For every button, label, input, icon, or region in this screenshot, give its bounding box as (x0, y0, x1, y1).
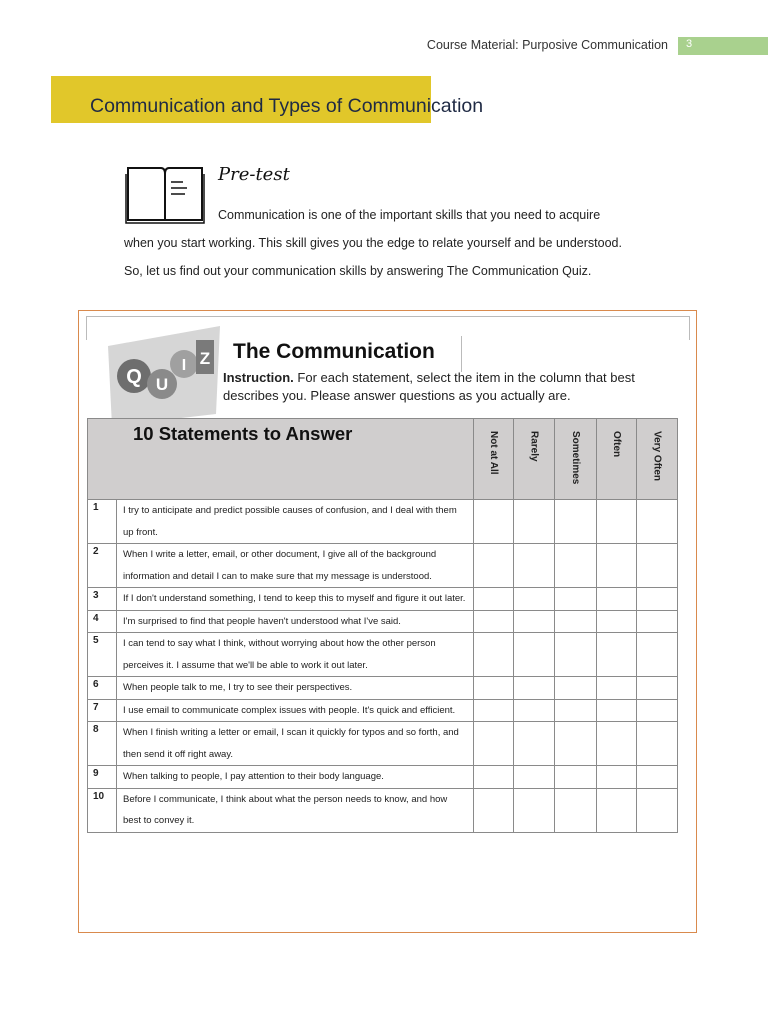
answer-cell-rarely[interactable] (514, 544, 555, 588)
section-title: Communication and Types of Communication (90, 95, 484, 117)
answer-cell-rarely[interactable] (514, 610, 555, 633)
answer-cell-rarely[interactable] (514, 677, 555, 700)
option-header-often: Often (597, 419, 637, 500)
answer-cell-rarely[interactable] (514, 588, 555, 611)
statement-number: 1 (88, 500, 117, 544)
answer-cell-rarely[interactable] (514, 500, 555, 544)
table-row (88, 500, 678, 544)
option-header-not-at-all: Not at All (474, 419, 514, 500)
instruction-label: Instruction. (223, 370, 294, 385)
statement-text: When talking to people, I pay attention to their body language. (117, 766, 474, 789)
answer-cell-not-at-all[interactable] (474, 722, 514, 766)
answer-cell-very-often[interactable] (637, 677, 678, 700)
answer-cell-rarely[interactable] (514, 788, 555, 832)
answer-cell-very-often[interactable] (637, 544, 678, 588)
answer-cell-sometimes[interactable] (555, 699, 597, 722)
option-header-very-often: Very Often (637, 419, 678, 500)
header-course-title: Course Material: Purposive Communication (426, 38, 668, 52)
answer-cell-often[interactable] (597, 544, 637, 588)
table-row (88, 677, 678, 700)
answer-cell-sometimes[interactable] (555, 633, 597, 677)
answer-cell-not-at-all[interactable] (474, 544, 514, 588)
table-row (88, 633, 678, 677)
answer-cell-very-often[interactable] (637, 722, 678, 766)
answer-cell-rarely[interactable] (514, 766, 555, 789)
answer-cell-not-at-all[interactable] (474, 699, 514, 722)
answer-cell-very-often[interactable] (637, 788, 678, 832)
intro-line-3: So, let us find out your communication skills by answering The Communication Quiz. (124, 264, 592, 278)
intro-line-2: when you start working. This skill gives you the edge to relate yourself and be understood. (124, 236, 622, 250)
answer-cell-very-often[interactable] (637, 699, 678, 722)
statement-number: 7 (88, 699, 117, 722)
statement-number: 10 (88, 788, 117, 832)
intro-line-1: Communication is one of the important skills that you need to acquire (218, 208, 601, 222)
quiz-title-divider (461, 336, 462, 372)
page-number: 3 (686, 38, 693, 50)
answer-cell-often[interactable] (597, 699, 637, 722)
statement-text: I use email to communicate complex issues with people. It's quick and efficient. (117, 699, 474, 722)
answer-cell-often[interactable] (597, 788, 637, 832)
answer-cell-sometimes[interactable] (555, 588, 597, 611)
statement-number: 8 (88, 722, 117, 766)
statement-text: If I don't understand something, I tend to keep this to myself and figure it out later. (117, 588, 474, 611)
answer-cell-rarely[interactable] (514, 633, 555, 677)
table-row (88, 788, 678, 832)
answer-cell-not-at-all[interactable] (474, 610, 514, 633)
quiz-table-body (88, 500, 678, 833)
statement-text: I can tend to say what I think, without worrying about how the other person perceives it. I assume that we'll be able to work it out later. (117, 633, 474, 677)
option-header-sometimes: Sometimes (555, 419, 597, 500)
answer-cell-sometimes[interactable] (555, 677, 597, 700)
answer-cell-not-at-all[interactable] (474, 588, 514, 611)
answer-cell-not-at-all[interactable] (474, 788, 514, 832)
quiz-instruction (223, 369, 643, 405)
statement-number: 6 (88, 677, 117, 700)
table-row (88, 722, 678, 766)
answer-cell-very-often[interactable] (637, 766, 678, 789)
answer-cell-sometimes[interactable] (555, 500, 597, 544)
answer-cell-rarely[interactable] (514, 699, 555, 722)
table-row (88, 544, 678, 588)
answer-cell-sometimes[interactable] (555, 544, 597, 588)
answer-cell-sometimes[interactable] (555, 722, 597, 766)
table-row (88, 610, 678, 633)
quiz-letter-u: U (155, 375, 169, 394)
answer-cell-often[interactable] (597, 633, 637, 677)
answer-cell-sometimes[interactable] (555, 610, 597, 633)
instruction-text: For each statement, select the item in the column that best describes you. Please answer questions as you actually are. (223, 370, 635, 403)
statement-number: 4 (88, 610, 117, 633)
table-row (88, 588, 678, 611)
answer-cell-sometimes[interactable] (555, 788, 597, 832)
answer-cell-rarely[interactable] (514, 722, 555, 766)
statement-text: When I finish writing a letter or email, I scan it quickly for typos and so forth, and then send it off right away. (117, 722, 474, 766)
page-number-box (678, 37, 768, 55)
answer-cell-often[interactable] (597, 722, 637, 766)
answer-cell-not-at-all[interactable] (474, 500, 514, 544)
answer-cell-very-often[interactable] (637, 610, 678, 633)
statement-text: When I write a letter, email, or other document, I give all of the background information and detail I can to make sure that my message is understood. (117, 544, 474, 588)
quiz-letter-q: Q (126, 366, 142, 388)
quiz-table (87, 418, 678, 833)
statement-number: 5 (88, 633, 117, 677)
answer-cell-often[interactable] (597, 677, 637, 700)
quiz-letter-i: I (181, 357, 187, 374)
statement-text: I try to anticipate and predict possible causes of confusion, and I deal with them up front. (117, 500, 474, 544)
answer-cell-often[interactable] (597, 588, 637, 611)
answer-cell-not-at-all[interactable] (474, 766, 514, 789)
answer-cell-not-at-all[interactable] (474, 677, 514, 700)
option-header-rarely: Rarely (514, 419, 555, 500)
answer-cell-very-often[interactable] (637, 633, 678, 677)
answer-cell-often[interactable] (597, 766, 637, 789)
statement-text: When people talk to me, I try to see their perspectives. (117, 677, 474, 700)
answer-cell-often[interactable] (597, 610, 637, 633)
table-row (88, 699, 678, 722)
answer-cell-sometimes[interactable] (555, 766, 597, 789)
pretest-label: Pre-test (218, 164, 290, 185)
statements-header: 10 Statements to Answer (88, 419, 474, 500)
answer-cell-often[interactable] (597, 500, 637, 544)
statement-number: 2 (88, 544, 117, 588)
statement-number: 3 (88, 588, 117, 611)
answer-cell-not-at-all[interactable] (474, 633, 514, 677)
answer-cell-very-often[interactable] (637, 588, 678, 611)
answer-cell-very-often[interactable] (637, 500, 678, 544)
quiz-badge-icon (108, 326, 220, 426)
statement-text: Before I communicate, I think about what the person needs to know, and how best to convey it. (117, 788, 474, 832)
statement-number: 9 (88, 766, 117, 789)
quiz-letter-z: Z (199, 349, 211, 368)
quiz-title: The Communication (233, 340, 435, 363)
statement-text: I'm surprised to find that people haven't understood what I've said. (117, 610, 474, 633)
table-row (88, 766, 678, 789)
